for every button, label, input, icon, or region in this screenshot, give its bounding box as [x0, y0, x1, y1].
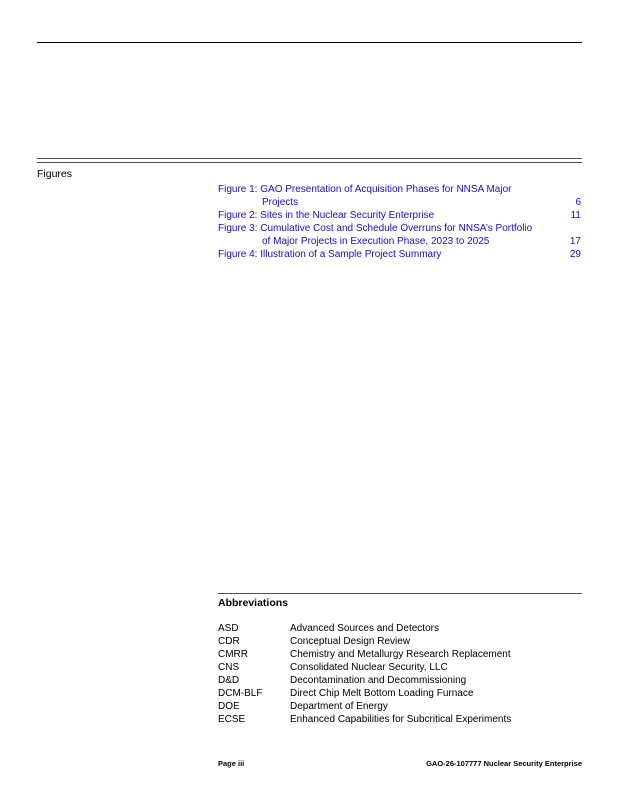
abbreviation-term: DCM-BLF [218, 688, 263, 699]
figure-page-number: 11 [570, 210, 581, 221]
abbreviation-definition: Conceptual Design Review [290, 636, 411, 647]
abbreviation-row [218, 648, 582, 661]
figures-heading: Figures [37, 168, 73, 180]
abbreviation-definition: Department of Energy [290, 701, 388, 712]
abbreviation-term: CDR [218, 636, 240, 647]
figure-title: Figure 2: Sites in the Nuclear Security Enterprise [218, 210, 435, 221]
abbreviation-term: D&D [218, 675, 240, 686]
figure-entry-3[interactable] [218, 222, 581, 248]
figure-page-number: 17 [569, 236, 581, 247]
figure-title: Figure 3: Cumulative Cost and Schedule Overruns for NNSA’s Portfolio of Major Projects in Execution Phase, 2023 to 2025 [218, 223, 533, 247]
figure-title: Figure 1: GAO Presentation of Acquisition Phases for NNSA Major Projects [218, 184, 512, 208]
figure-entry-4[interactable] [218, 248, 581, 261]
abbreviation-definition: Consolidated Nuclear Security, LLC [290, 662, 448, 673]
abbreviation-definition: Advanced Sources and Detectors [290, 623, 439, 634]
abbreviation-term: CNS [218, 662, 240, 673]
abbreviations-table [218, 622, 582, 726]
abbreviation-term: DOE [218, 701, 240, 712]
abbreviation-term: ECSE [218, 714, 246, 725]
abbreviations-heading: Abbreviations [218, 597, 289, 609]
figures-list [218, 183, 581, 261]
figure-page-number: 29 [569, 249, 581, 260]
abbreviation-definition: Direct Chip Melt Bottom Loading Furnace [290, 688, 474, 699]
abbreviation-row [218, 687, 582, 700]
report-identifier: GAO-26-107777 Nuclear Security Enterprise [426, 759, 582, 768]
figure-entry-2[interactable] [218, 209, 581, 222]
abbreviation-row [218, 661, 582, 674]
abbreviation-row [218, 700, 582, 713]
abbreviation-row [218, 622, 582, 635]
abbreviation-definition: Chemistry and Metallurgy Research Replacement [290, 649, 511, 660]
abbreviations-rule [218, 593, 582, 594]
figure-title: Figure 4: Illustration of a Sample Project Summary [218, 249, 442, 260]
page-footer [218, 759, 582, 768]
abbreviation-row [218, 635, 582, 648]
abbreviation-term: ASD [218, 623, 239, 634]
top-rule [37, 42, 582, 43]
abbreviation-row [218, 674, 582, 687]
abbreviation-row [218, 713, 582, 726]
figure-page-number: 6 [575, 197, 581, 208]
abbreviation-definition: Decontamination and Decommissioning [290, 675, 467, 686]
section-divider [37, 158, 582, 163]
abbreviation-definition: Enhanced Capabilities for Subcritical Experiments [290, 714, 512, 725]
abbreviation-term: CMRR [218, 649, 248, 660]
figure-entry-1[interactable] [218, 183, 581, 209]
page-number: Page iii [218, 759, 245, 768]
